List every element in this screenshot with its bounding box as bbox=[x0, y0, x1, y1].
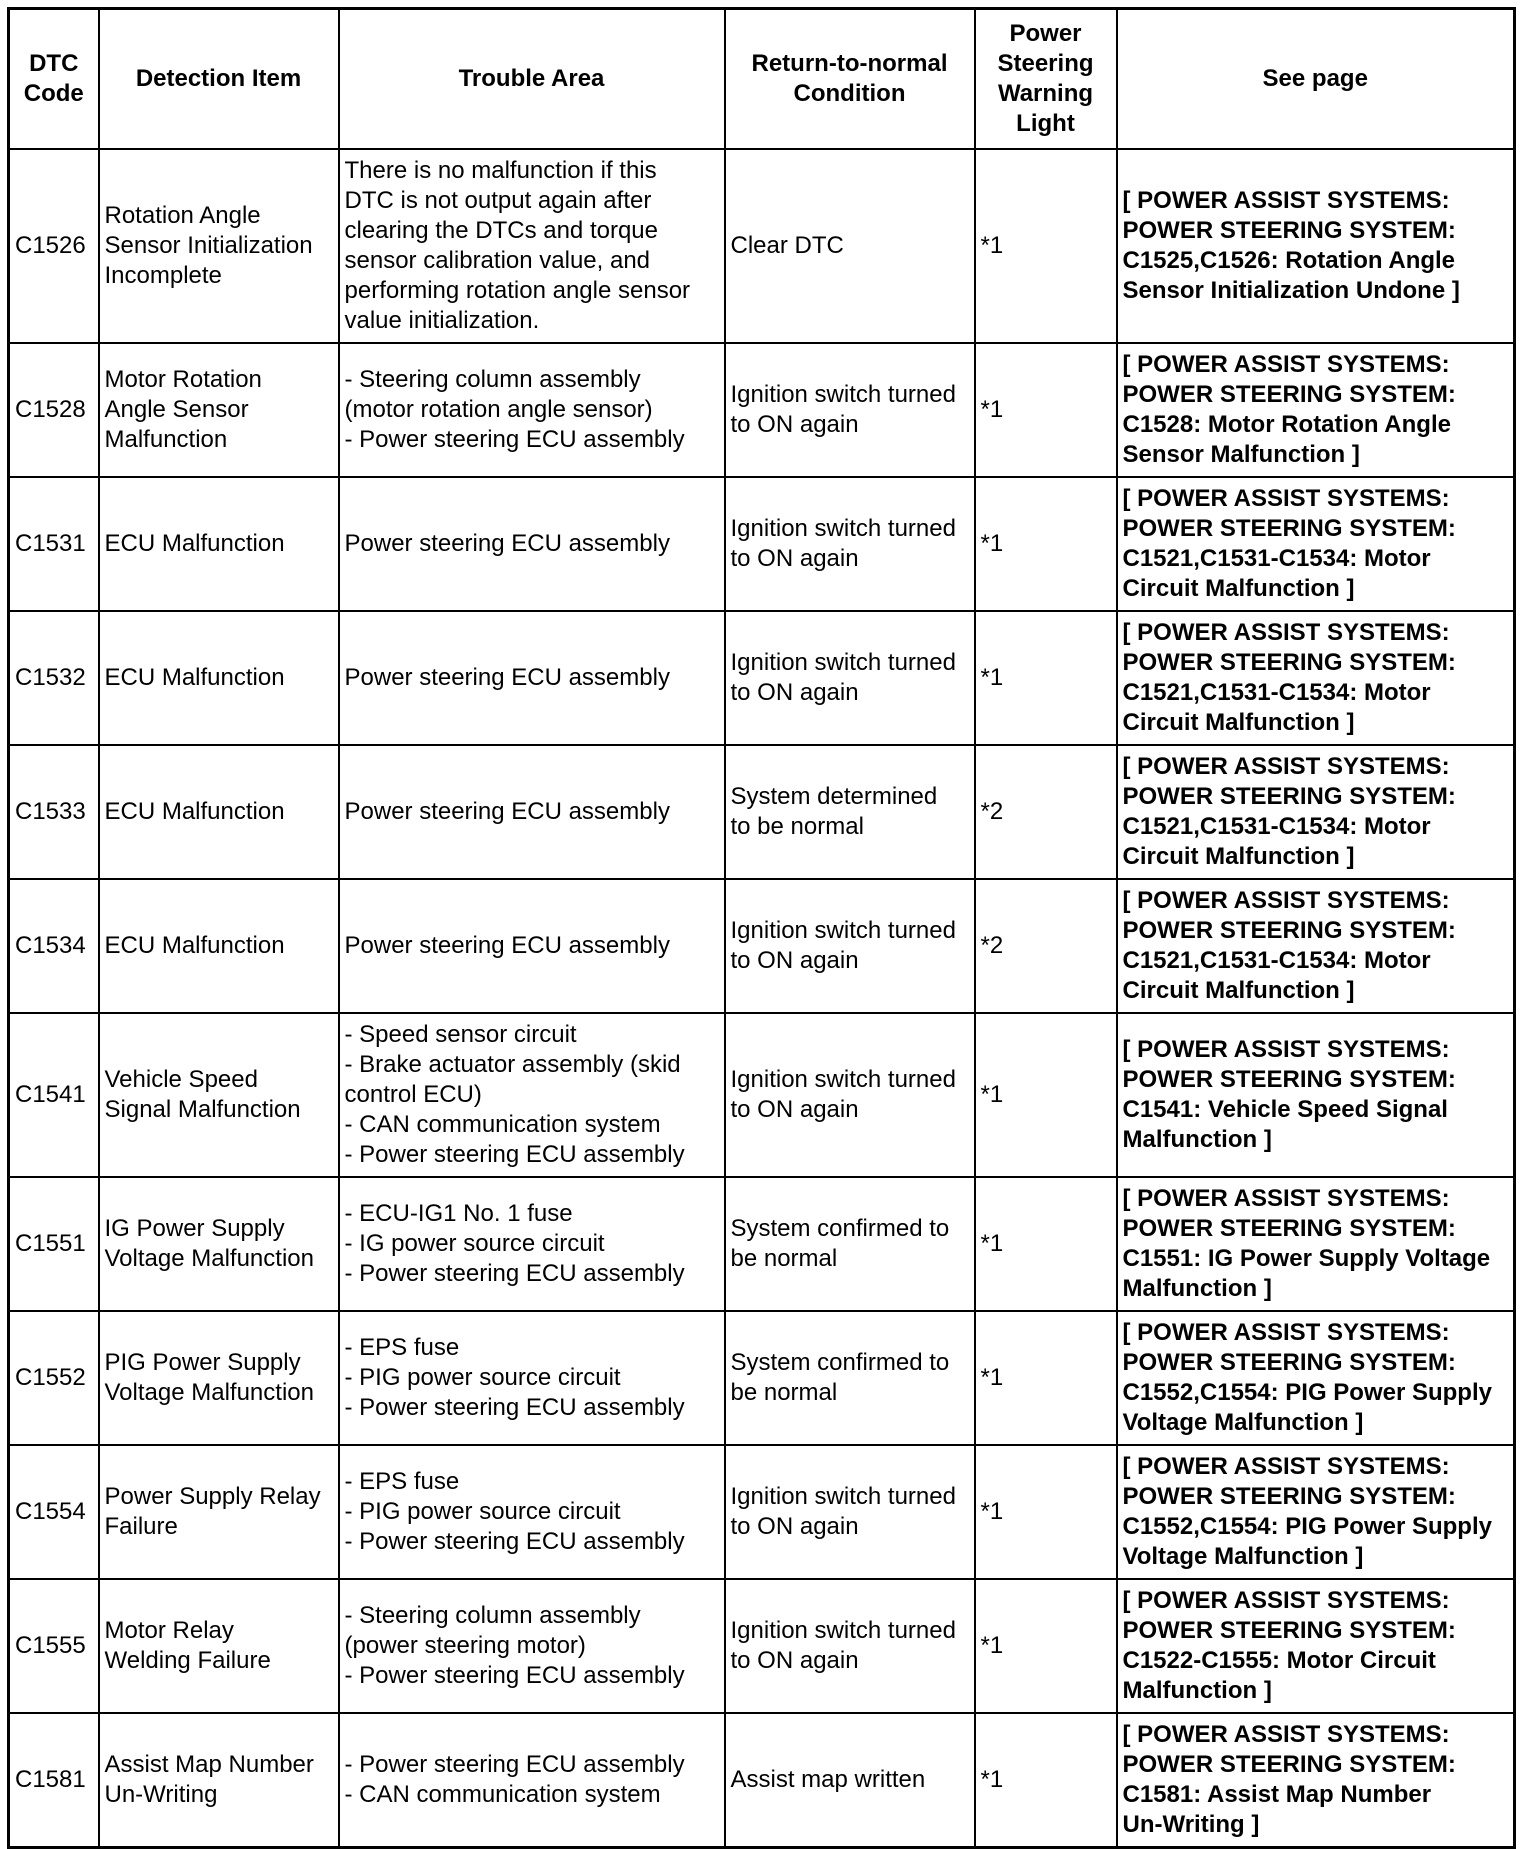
header-row bbox=[9, 9, 1515, 150]
cell-detection-item-line: ECU Malfunction bbox=[104, 530, 285, 557]
cell-see-page-line: C1541: Vehicle Speed Signal bbox=[1122, 1096, 1448, 1123]
cell-detection-item-line: Welding Failure bbox=[104, 1647, 271, 1674]
cell-return-condition-line: System confirmed to bbox=[730, 1215, 950, 1242]
cell-detection-item bbox=[99, 1713, 339, 1848]
cell-detection-item-line: Rotation Angle bbox=[104, 202, 261, 229]
cell-see-page-line: POWER STEERING SYSTEM: bbox=[1122, 1751, 1456, 1778]
cell-see-page-line: [ POWER ASSIST SYSTEMS: bbox=[1122, 1721, 1450, 1748]
cell-see-page[interactable] bbox=[1117, 149, 1515, 343]
cell-see-page[interactable] bbox=[1117, 879, 1515, 1013]
cell-detection-item-line: Voltage Malfunction bbox=[104, 1245, 314, 1272]
cell-warning-light: *1 bbox=[975, 1579, 1117, 1713]
cell-detection-item bbox=[99, 1311, 339, 1445]
cell-dtc-code: C1533 bbox=[9, 745, 99, 879]
cell-return-condition-line: to ON again bbox=[730, 1513, 859, 1540]
cell-see-page-line: C1521,C1531-C1534: Motor bbox=[1122, 813, 1431, 840]
cell-see-page-line: C1551: IG Power Supply Voltage bbox=[1122, 1245, 1491, 1272]
cell-return-condition-line: System determined bbox=[730, 783, 938, 810]
cell-detection-item bbox=[99, 477, 339, 611]
cell-see-page-line: C1552,C1554: PIG Power Supply bbox=[1122, 1379, 1492, 1406]
cell-detection-item-line: Sensor Initialization bbox=[104, 232, 313, 259]
table-row bbox=[9, 1445, 1515, 1579]
cell-detection-item-line: Motor Rotation bbox=[104, 366, 262, 393]
cell-see-page-line: [ POWER ASSIST SYSTEMS: bbox=[1122, 753, 1450, 780]
cell-see-page-line: POWER STEERING SYSTEM: bbox=[1122, 1066, 1456, 1093]
cell-see-page-line: Malfunction ] bbox=[1122, 1677, 1272, 1704]
cell-see-page-line: C1521,C1531-C1534: Motor bbox=[1122, 679, 1431, 706]
cell-return-condition-line: System confirmed to bbox=[730, 1349, 950, 1376]
cell-detection-item-line: Signal Malfunction bbox=[104, 1096, 301, 1123]
cell-return-condition bbox=[725, 1713, 975, 1848]
cell-detection-item-line: Vehicle Speed bbox=[104, 1066, 258, 1093]
cell-detection-item bbox=[99, 343, 339, 477]
cell-detection-item bbox=[99, 149, 339, 343]
cell-detection-item-line: Malfunction bbox=[104, 426, 228, 453]
cell-return-condition-line: Ignition switch turned bbox=[730, 515, 956, 542]
header-see-page: See page bbox=[1117, 9, 1515, 150]
cell-detection-item bbox=[99, 1579, 339, 1713]
cell-return-condition bbox=[725, 745, 975, 879]
cell-trouble-area-line: - PIG power source circuit bbox=[344, 1364, 621, 1391]
cell-dtc-code: C1554 bbox=[9, 1445, 99, 1579]
cell-warning-light: *1 bbox=[975, 611, 1117, 745]
cell-see-page-line: POWER STEERING SYSTEM: bbox=[1122, 217, 1456, 244]
cell-trouble-area bbox=[339, 1579, 725, 1713]
table-row bbox=[9, 611, 1515, 745]
cell-trouble-area bbox=[339, 1445, 725, 1579]
cell-trouble-area bbox=[339, 149, 725, 343]
cell-detection-item-line: Angle Sensor bbox=[104, 396, 249, 423]
cell-trouble-area-line: - Power steering ECU assembly bbox=[344, 1394, 685, 1421]
table-row bbox=[9, 1579, 1515, 1713]
cell-see-page-line: [ POWER ASSIST SYSTEMS: bbox=[1122, 1453, 1450, 1480]
cell-trouble-area-line: - Power steering ECU assembly bbox=[344, 1751, 685, 1778]
cell-detection-item-line: ECU Malfunction bbox=[104, 664, 285, 691]
cell-detection-item bbox=[99, 611, 339, 745]
table-row bbox=[9, 1177, 1515, 1311]
cell-see-page-line: [ POWER ASSIST SYSTEMS: bbox=[1122, 187, 1450, 214]
cell-trouble-area-line: (motor rotation angle sensor) bbox=[344, 396, 653, 423]
table-row bbox=[9, 1713, 1515, 1848]
table-row bbox=[9, 1013, 1515, 1177]
cell-trouble-area-line: - Steering column assembly bbox=[344, 1602, 641, 1629]
cell-see-page-line: Voltage Malfunction ] bbox=[1122, 1543, 1364, 1570]
cell-dtc-code: C1541 bbox=[9, 1013, 99, 1177]
header-warning-light: Power Steering Warning Light bbox=[975, 9, 1117, 150]
table-row bbox=[9, 879, 1515, 1013]
cell-trouble-area-line: - EPS fuse bbox=[344, 1468, 460, 1495]
cell-trouble-area bbox=[339, 1013, 725, 1177]
cell-trouble-area bbox=[339, 611, 725, 745]
cell-see-page-line: [ POWER ASSIST SYSTEMS: bbox=[1122, 485, 1450, 512]
cell-see-page-line: C1525,C1526: Rotation Angle bbox=[1122, 247, 1456, 274]
cell-trouble-area-line: sensor calibration value, and bbox=[344, 247, 651, 274]
cell-see-page[interactable] bbox=[1117, 477, 1515, 611]
cell-see-page[interactable] bbox=[1117, 1579, 1515, 1713]
cell-return-condition-line: to ON again bbox=[730, 545, 859, 572]
cell-detection-item-line: Un-Writing bbox=[104, 1781, 218, 1808]
cell-dtc-code: C1534 bbox=[9, 879, 99, 1013]
cell-see-page-line: Malfunction ] bbox=[1122, 1275, 1272, 1302]
cell-see-page-line: POWER STEERING SYSTEM: bbox=[1122, 649, 1456, 676]
cell-see-page[interactable] bbox=[1117, 745, 1515, 879]
cell-return-condition-line: Ignition switch turned bbox=[730, 381, 956, 408]
cell-dtc-code: C1555 bbox=[9, 1579, 99, 1713]
cell-dtc-code: C1526 bbox=[9, 149, 99, 343]
cell-return-condition-line: Ignition switch turned bbox=[730, 1483, 956, 1510]
cell-trouble-area-line: - Power steering ECU assembly bbox=[344, 1141, 685, 1168]
cell-return-condition bbox=[725, 879, 975, 1013]
cell-return-condition-line: Assist map written bbox=[730, 1766, 926, 1793]
cell-see-page-line: Voltage Malfunction ] bbox=[1122, 1409, 1364, 1436]
cell-trouble-area bbox=[339, 343, 725, 477]
cell-trouble-area-line: - Power steering ECU assembly bbox=[344, 1662, 685, 1689]
cell-return-condition-line: Ignition switch turned bbox=[730, 917, 956, 944]
cell-see-page[interactable] bbox=[1117, 1311, 1515, 1445]
header-detection-item: Detection Item bbox=[99, 9, 339, 150]
cell-see-page-line: Sensor Initialization Undone ] bbox=[1122, 277, 1460, 304]
cell-warning-light: *2 bbox=[975, 745, 1117, 879]
cell-warning-light: *1 bbox=[975, 1445, 1117, 1579]
cell-trouble-area-line: - Power steering ECU assembly bbox=[344, 426, 685, 453]
cell-trouble-area bbox=[339, 1713, 725, 1848]
cell-see-page[interactable] bbox=[1117, 1445, 1515, 1579]
cell-detection-item bbox=[99, 1445, 339, 1579]
cell-return-condition-line: Ignition switch turned bbox=[730, 1617, 956, 1644]
cell-detection-item-line: Incomplete bbox=[104, 262, 222, 289]
dtc-table-container bbox=[7, 7, 1513, 1849]
cell-trouble-area-line: - EPS fuse bbox=[344, 1334, 460, 1361]
cell-see-page[interactable] bbox=[1117, 1177, 1515, 1311]
cell-return-condition-line: be normal bbox=[730, 1245, 838, 1272]
cell-return-condition bbox=[725, 1445, 975, 1579]
cell-trouble-area-line: - ECU-IG1 No. 1 fuse bbox=[344, 1200, 573, 1227]
cell-see-page-line: Un-Writing ] bbox=[1122, 1811, 1260, 1838]
cell-trouble-area-line: DTC is not output again after bbox=[344, 187, 652, 214]
cell-trouble-area bbox=[339, 1311, 725, 1445]
cell-detection-item-line: Power Supply Relay bbox=[104, 1483, 321, 1510]
cell-see-page-line: C1521,C1531-C1534: Motor bbox=[1122, 947, 1431, 974]
cell-detection-item-line: ECU Malfunction bbox=[104, 932, 285, 959]
cell-trouble-area bbox=[339, 879, 725, 1013]
cell-warning-light: *1 bbox=[975, 1311, 1117, 1445]
cell-trouble-area-line: performing rotation angle sensor bbox=[344, 277, 691, 304]
cell-warning-light: *1 bbox=[975, 477, 1117, 611]
cell-detection-item-line: ECU Malfunction bbox=[104, 798, 285, 825]
cell-dtc-code: C1581 bbox=[9, 1713, 99, 1848]
cell-return-condition-line: to be normal bbox=[730, 813, 864, 840]
cell-trouble-area-line: value initialization. bbox=[344, 307, 540, 334]
table-body bbox=[9, 149, 1515, 1848]
cell-return-condition bbox=[725, 1579, 975, 1713]
header-return-condition: Return-to-normal Condition bbox=[725, 9, 975, 150]
cell-see-page-line: [ POWER ASSIST SYSTEMS: bbox=[1122, 1036, 1450, 1063]
cell-see-page-line: POWER STEERING SYSTEM: bbox=[1122, 1483, 1456, 1510]
cell-return-condition-line: to ON again bbox=[730, 679, 859, 706]
cell-trouble-area-line: Power steering ECU assembly bbox=[344, 932, 670, 959]
cell-trouble-area-line: Power steering ECU assembly bbox=[344, 798, 670, 825]
cell-see-page[interactable] bbox=[1117, 1713, 1515, 1848]
cell-return-condition bbox=[725, 1311, 975, 1445]
cell-trouble-area-line: - Power steering ECU assembly bbox=[344, 1528, 685, 1555]
cell-detection-item bbox=[99, 1177, 339, 1311]
cell-trouble-area-line: - IG power source circuit bbox=[344, 1230, 605, 1257]
header-dtc-code: DTC Code bbox=[9, 9, 99, 150]
cell-see-page-line: POWER STEERING SYSTEM: bbox=[1122, 1617, 1456, 1644]
cell-see-page-line: [ POWER ASSIST SYSTEMS: bbox=[1122, 1185, 1450, 1212]
cell-return-condition bbox=[725, 343, 975, 477]
table-row bbox=[9, 343, 1515, 477]
cell-warning-light: *1 bbox=[975, 343, 1117, 477]
cell-see-page-line: Malfunction ] bbox=[1122, 1126, 1272, 1153]
cell-detection-item-line: Assist Map Number bbox=[104, 1751, 314, 1778]
cell-detection-item bbox=[99, 879, 339, 1013]
cell-return-condition-line: to ON again bbox=[730, 1096, 859, 1123]
cell-see-page-line: Sensor Malfunction ] bbox=[1122, 441, 1360, 468]
cell-dtc-code: C1532 bbox=[9, 611, 99, 745]
cell-see-page-line: [ POWER ASSIST SYSTEMS: bbox=[1122, 1319, 1450, 1346]
cell-trouble-area-line: Power steering ECU assembly bbox=[344, 664, 670, 691]
cell-trouble-area-line: clearing the DTCs and torque bbox=[344, 217, 658, 244]
cell-dtc-code: C1552 bbox=[9, 1311, 99, 1445]
cell-trouble-area bbox=[339, 477, 725, 611]
cell-return-condition bbox=[725, 611, 975, 745]
cell-see-page-line: C1581: Assist Map Number bbox=[1122, 1781, 1432, 1808]
cell-see-page-line: Circuit Malfunction ] bbox=[1122, 575, 1355, 602]
cell-trouble-area-line: - Power steering ECU assembly bbox=[344, 1260, 685, 1287]
cell-see-page[interactable] bbox=[1117, 343, 1515, 477]
cell-trouble-area-line: - Speed sensor circuit bbox=[344, 1021, 577, 1048]
cell-trouble-area-line: Power steering ECU assembly bbox=[344, 530, 670, 557]
cell-see-page-line: [ POWER ASSIST SYSTEMS: bbox=[1122, 887, 1450, 914]
cell-see-page-line: C1552,C1554: PIG Power Supply bbox=[1122, 1513, 1492, 1540]
dtc-table bbox=[7, 7, 1516, 1849]
table-row bbox=[9, 1311, 1515, 1445]
cell-detection-item-line: PIG Power Supply bbox=[104, 1349, 301, 1376]
cell-see-page-line: POWER STEERING SYSTEM: bbox=[1122, 917, 1456, 944]
cell-detection-item bbox=[99, 1013, 339, 1177]
cell-detection-item-line: IG Power Supply bbox=[104, 1215, 285, 1242]
cell-warning-light: *1 bbox=[975, 1177, 1117, 1311]
cell-detection-item-line: Failure bbox=[104, 1513, 178, 1540]
header-trouble-area: Trouble Area bbox=[339, 9, 725, 150]
cell-see-page-line: [ POWER ASSIST SYSTEMS: bbox=[1122, 1587, 1450, 1614]
cell-trouble-area-line: control ECU) bbox=[344, 1081, 482, 1108]
cell-dtc-code: C1528 bbox=[9, 343, 99, 477]
cell-return-condition-line: be normal bbox=[730, 1379, 838, 1406]
cell-trouble-area-line: There is no malfunction if this bbox=[344, 157, 657, 184]
cell-return-condition-line: to ON again bbox=[730, 411, 859, 438]
cell-trouble-area-line: - CAN communication system bbox=[344, 1781, 661, 1808]
cell-see-page-line: POWER STEERING SYSTEM: bbox=[1122, 783, 1456, 810]
cell-trouble-area bbox=[339, 1177, 725, 1311]
cell-return-condition bbox=[725, 477, 975, 611]
cell-return-condition bbox=[725, 1177, 975, 1311]
cell-see-page-line: POWER STEERING SYSTEM: bbox=[1122, 381, 1456, 408]
cell-see-page-line: Circuit Malfunction ] bbox=[1122, 843, 1355, 870]
cell-see-page-line: [ POWER ASSIST SYSTEMS: bbox=[1122, 619, 1450, 646]
cell-return-condition-line: to ON again bbox=[730, 947, 859, 974]
cell-see-page-line: Circuit Malfunction ] bbox=[1122, 977, 1355, 1004]
cell-trouble-area-line: - Brake actuator assembly (skid bbox=[344, 1051, 681, 1078]
cell-see-page-line: POWER STEERING SYSTEM: bbox=[1122, 1349, 1456, 1376]
cell-trouble-area-line: (power steering motor) bbox=[344, 1632, 586, 1659]
cell-return-condition bbox=[725, 1013, 975, 1177]
table-row bbox=[9, 745, 1515, 879]
cell-return-condition-line: to ON again bbox=[730, 1647, 859, 1674]
cell-see-page-line: C1521,C1531-C1534: Motor bbox=[1122, 545, 1431, 572]
cell-trouble-area-line: - PIG power source circuit bbox=[344, 1498, 621, 1525]
cell-see-page[interactable] bbox=[1117, 611, 1515, 745]
cell-detection-item-line: Voltage Malfunction bbox=[104, 1379, 314, 1406]
cell-see-page-line: POWER STEERING SYSTEM: bbox=[1122, 515, 1456, 542]
cell-return-condition-line: Ignition switch turned bbox=[730, 649, 956, 676]
cell-return-condition-line: Ignition switch turned bbox=[730, 1066, 956, 1093]
cell-detection-item-line: Motor Relay bbox=[104, 1617, 234, 1644]
cell-see-page[interactable] bbox=[1117, 1013, 1515, 1177]
cell-warning-light: *1 bbox=[975, 1013, 1117, 1177]
cell-dtc-code: C1551 bbox=[9, 1177, 99, 1311]
cell-warning-light: *1 bbox=[975, 149, 1117, 343]
cell-warning-light: *1 bbox=[975, 1713, 1117, 1848]
cell-see-page-line: C1522-C1555: Motor Circuit bbox=[1122, 1647, 1436, 1674]
cell-see-page-line: C1528: Motor Rotation Angle bbox=[1122, 411, 1451, 438]
cell-see-page-line: [ POWER ASSIST SYSTEMS: bbox=[1122, 351, 1450, 378]
cell-trouble-area-line: - Steering column assembly bbox=[344, 366, 641, 393]
cell-return-condition bbox=[725, 149, 975, 343]
table-row bbox=[9, 149, 1515, 343]
cell-trouble-area bbox=[339, 745, 725, 879]
table-row bbox=[9, 477, 1515, 611]
cell-dtc-code: C1531 bbox=[9, 477, 99, 611]
cell-see-page-line: Circuit Malfunction ] bbox=[1122, 709, 1355, 736]
cell-warning-light: *2 bbox=[975, 879, 1117, 1013]
cell-see-page-line: POWER STEERING SYSTEM: bbox=[1122, 1215, 1456, 1242]
cell-trouble-area-line: - CAN communication system bbox=[344, 1111, 661, 1138]
cell-detection-item bbox=[99, 745, 339, 879]
cell-return-condition-line: Clear DTC bbox=[730, 232, 844, 259]
